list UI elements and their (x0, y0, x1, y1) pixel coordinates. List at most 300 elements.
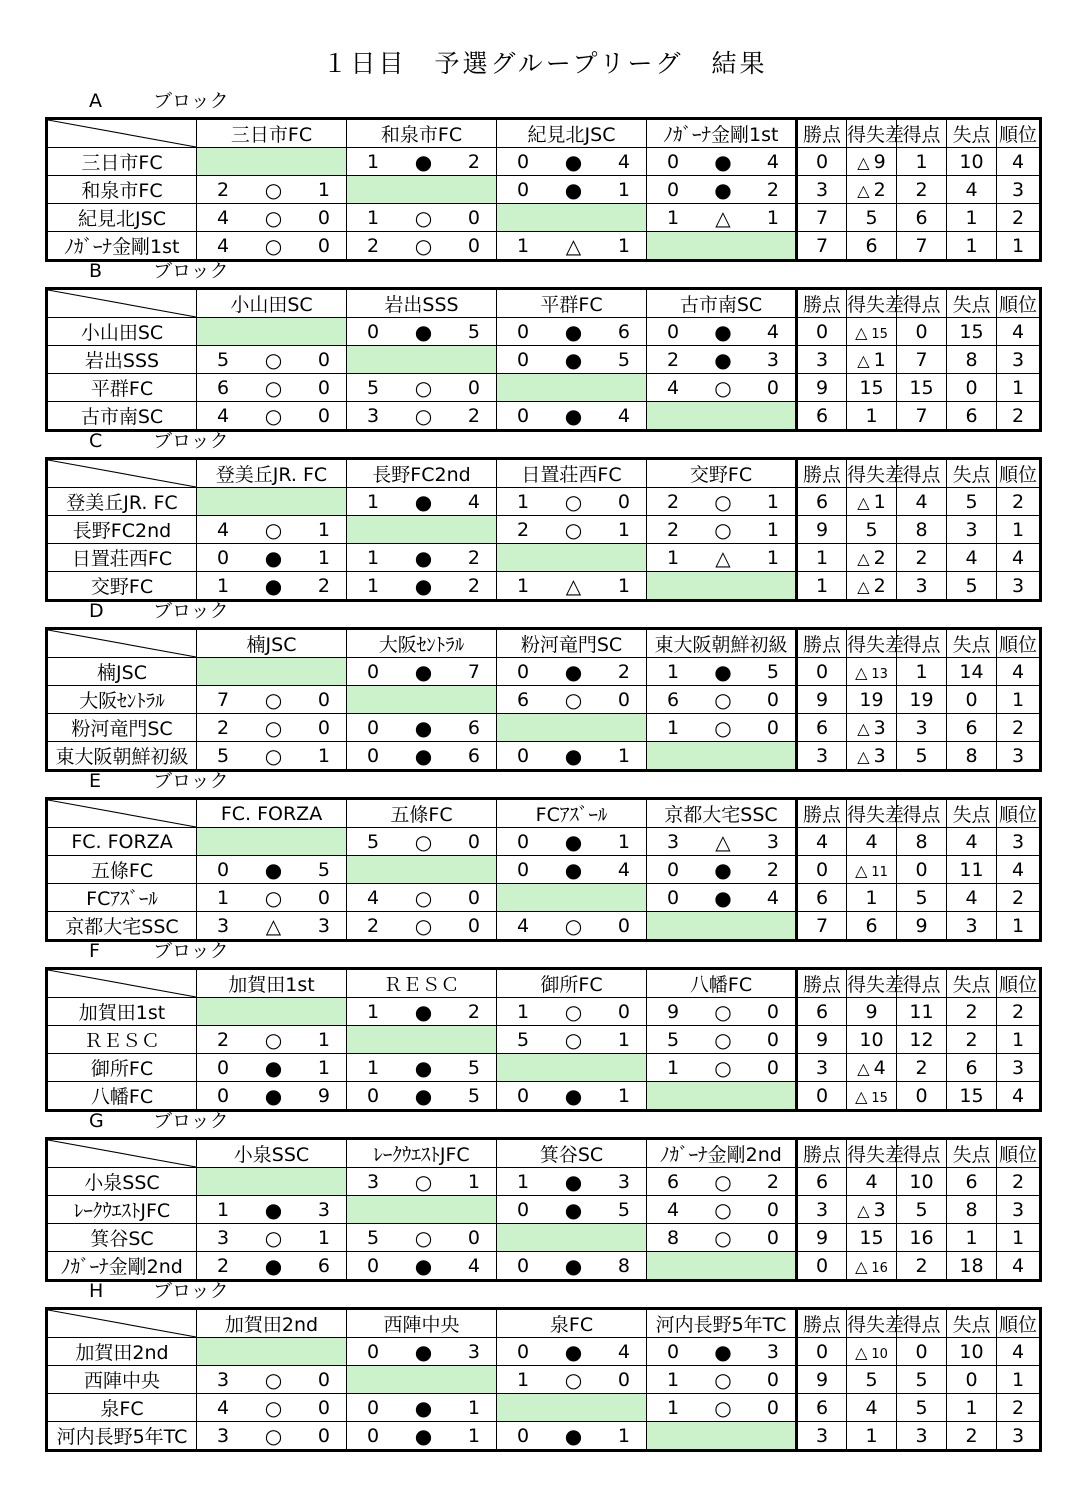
column-team-header: ＲＥＳＣ (347, 969, 497, 998)
negative-triangle: △ (855, 1256, 868, 1276)
points: 9 (797, 1026, 847, 1054)
match-score (197, 405, 346, 427)
self-match-cell (197, 828, 347, 856)
match-result-cell (647, 1168, 797, 1196)
goals-scored: 5 (897, 1366, 947, 1394)
self-match-cell (197, 658, 347, 686)
goals-for: 0 (667, 1340, 680, 1363)
goals-against: 0 (317, 1424, 330, 1447)
match-result-cell (497, 232, 647, 261)
diff-value: 16 (871, 1260, 888, 1276)
match-result-cell (197, 402, 347, 431)
match-score (197, 1369, 346, 1391)
match-score (197, 1057, 346, 1079)
match-result-cell (347, 1224, 497, 1252)
match-score (497, 519, 646, 541)
block-d (45, 600, 1042, 772)
goals-for: 1 (517, 1000, 530, 1023)
corner-cell (47, 969, 197, 998)
column-team-header: FC. FORZA (197, 799, 347, 828)
goals-scored: 12 (897, 1026, 947, 1054)
goals-for: 0 (667, 150, 680, 173)
goals-for: 0 (667, 178, 680, 201)
goals-scored: 0 (897, 318, 947, 346)
match-score (647, 887, 795, 909)
goals-for: 4 (667, 1198, 680, 1221)
goals-for: 1 (217, 574, 230, 597)
match-score (347, 887, 496, 909)
goals-against: 0 (766, 1198, 779, 1221)
column-team-header: 東大阪朝鮮初級 (647, 629, 797, 658)
match-score (647, 1199, 795, 1221)
stat-header: 得失差 (847, 459, 897, 488)
negative-triangle: △ (855, 662, 868, 682)
match-result-cell (347, 884, 497, 912)
goals-for: 1 (667, 660, 680, 683)
match-score (497, 1171, 646, 1193)
result-mark: ● (564, 1339, 583, 1364)
goals-scored: 5 (897, 1196, 947, 1224)
column-team-header: ﾉｶﾞｰﾅ金剛2nd (647, 1139, 797, 1168)
rank: 3 (997, 346, 1041, 374)
goals-scored: 0 (897, 1082, 947, 1111)
match-result-cell (647, 1224, 797, 1252)
stat-header: 失点 (947, 119, 997, 148)
goals-scored: 3 (897, 572, 947, 601)
match-result-cell (497, 912, 647, 941)
self-match-cell (647, 1252, 797, 1281)
row-team-name: ﾚｰｸｳｴｽﾄJFC (47, 1196, 197, 1224)
goal-difference: 1 (847, 1422, 897, 1451)
goals-for: 0 (367, 1254, 380, 1277)
table-row (47, 1054, 1041, 1082)
column-team-header: ﾚｰｸｳｴｽﾄJFC (347, 1139, 497, 1168)
goals-against: 4 (617, 150, 630, 173)
match-score (497, 831, 646, 853)
match-result-cell (647, 1394, 797, 1422)
goals-for: 7 (217, 688, 230, 711)
points: 6 (797, 884, 847, 912)
row-team-name: FC. FORZA (47, 828, 197, 856)
block-e (45, 770, 1042, 942)
goals-for: 5 (667, 1028, 680, 1051)
goals-against: 2 (317, 574, 330, 597)
match-result-cell (497, 572, 647, 601)
match-score (497, 661, 646, 683)
column-team-header: 五條FC (347, 799, 497, 828)
match-score (347, 575, 496, 597)
stat-header: 勝点 (797, 629, 847, 658)
match-result-cell (497, 828, 647, 856)
column-team-header: 日置荘西FC (497, 459, 647, 488)
goals-conceded: 1 (947, 1224, 997, 1252)
column-team-header: 和泉市FC (347, 119, 497, 148)
table-row (47, 714, 1041, 742)
match-result-cell (647, 1054, 797, 1082)
goals-for: 0 (367, 1340, 380, 1363)
result-mark: ○ (264, 517, 283, 542)
table-row (47, 1366, 1041, 1394)
match-score (347, 1255, 496, 1277)
match-result-cell (497, 1252, 647, 1281)
goals-against: 6 (467, 716, 480, 739)
self-match-cell (647, 912, 797, 941)
match-score (197, 575, 346, 597)
goals-against: 2 (766, 178, 779, 201)
goals-scored: 11 (897, 998, 947, 1026)
match-score (497, 1425, 646, 1447)
goals-for: 0 (667, 886, 680, 909)
goals-conceded: 5 (947, 488, 997, 516)
match-score (197, 1029, 346, 1051)
block-label (89, 1279, 229, 1303)
column-team-header: 古市南SC (647, 289, 797, 318)
match-result-cell (647, 516, 797, 544)
block-label (89, 429, 229, 453)
match-result-cell (347, 1394, 497, 1422)
goals-for: 2 (517, 518, 530, 541)
goals-for: 0 (517, 1254, 530, 1277)
match-result-cell (497, 346, 647, 374)
goals-for: 2 (217, 178, 230, 201)
goals-conceded: 8 (947, 742, 997, 771)
goals-against: 1 (317, 1028, 330, 1051)
match-score (347, 1227, 496, 1249)
self-match-cell (197, 148, 347, 176)
match-score (497, 235, 646, 257)
column-team-header: 京都大宅SSC (647, 799, 797, 828)
goal-difference: 1 (847, 884, 897, 912)
rank: 1 (997, 232, 1041, 261)
table-row (47, 544, 1041, 572)
match-score (197, 1085, 346, 1107)
goal-difference: 1 (847, 402, 897, 431)
goals-for: 6 (217, 376, 230, 399)
rank: 2 (997, 1168, 1041, 1196)
match-result-cell (197, 1394, 347, 1422)
match-result-cell (347, 714, 497, 742)
goals-for: 5 (367, 830, 380, 853)
goals-against: 2 (766, 858, 779, 881)
points: 3 (797, 1054, 847, 1082)
match-score (647, 377, 795, 399)
self-match-cell (497, 1224, 647, 1252)
table-row (47, 742, 1041, 771)
match-score (347, 717, 496, 739)
match-result-cell (197, 232, 347, 261)
match-result-cell (647, 686, 797, 714)
rank: 4 (997, 544, 1041, 572)
stat-header: 勝点 (797, 289, 847, 318)
points: 0 (797, 1338, 847, 1366)
goals-for: 3 (217, 914, 230, 937)
match-score (647, 491, 795, 513)
row-team-name: 八幡FC (47, 1082, 197, 1111)
match-result-cell (197, 346, 347, 374)
stat-header: 得点 (897, 289, 947, 318)
match-result-cell (497, 1366, 647, 1394)
goals-conceded: 4 (947, 176, 997, 204)
goals-conceded: 8 (947, 1196, 997, 1224)
row-team-name: 小泉SSC (47, 1168, 197, 1196)
match-result-cell (497, 176, 647, 204)
goals-for: 0 (217, 1056, 230, 1079)
result-mark: ○ (714, 999, 732, 1024)
column-team-header: 岩出SSS (347, 289, 497, 318)
goals-against: 5 (467, 320, 480, 343)
diff-value: 1 (873, 348, 886, 371)
goals-against: 6 (467, 744, 480, 767)
result-mark: ○ (414, 205, 433, 230)
goals-for: 0 (517, 830, 530, 853)
result-mark: ○ (564, 687, 583, 712)
goals-against: 1 (617, 234, 630, 257)
goals-for: 0 (517, 744, 530, 767)
row-team-name: 古市南SC (47, 402, 197, 431)
goals-against: 0 (317, 1368, 330, 1391)
goals-against: 5 (467, 1084, 480, 1107)
goals-against: 3 (766, 1340, 779, 1363)
table-row (47, 232, 1041, 261)
goals-conceded: 10 (947, 1338, 997, 1366)
goal-difference (847, 856, 897, 884)
match-result-cell (197, 176, 347, 204)
result-mark: ○ (264, 205, 283, 230)
result-mark: ● (414, 715, 433, 740)
result-mark: ● (414, 545, 433, 570)
goals-against: 3 (467, 1340, 480, 1363)
self-match-cell (647, 1082, 797, 1111)
goals-for: 0 (517, 1084, 530, 1107)
goal-difference: 15 (847, 374, 897, 402)
result-mark: ● (414, 489, 433, 514)
points: 9 (797, 516, 847, 544)
table-row (47, 1338, 1041, 1366)
match-score (497, 1029, 646, 1051)
goals-scored: 7 (897, 402, 947, 431)
match-result-cell (497, 998, 647, 1026)
goals-scored: 3 (897, 1422, 947, 1451)
diff-value: 3 (873, 716, 886, 739)
goals-against: 3 (317, 914, 330, 937)
goals-scored: 0 (897, 856, 947, 884)
match-result-cell (347, 1252, 497, 1281)
match-score (347, 151, 496, 173)
match-score (647, 1341, 795, 1363)
match-score (347, 831, 496, 853)
stat-header: 勝点 (797, 1139, 847, 1168)
goals-conceded: 4 (947, 828, 997, 856)
row-team-name: 河内長野5年TC (47, 1422, 197, 1451)
match-score (647, 859, 795, 881)
result-table (45, 1307, 1042, 1452)
table-row (47, 1422, 1041, 1451)
result-mark: ● (564, 829, 583, 854)
points: 6 (797, 1394, 847, 1422)
match-result-cell (347, 998, 497, 1026)
goals-against: 0 (317, 1396, 330, 1419)
row-team-name: 泉FC (47, 1394, 197, 1422)
stat-header: 勝点 (797, 119, 847, 148)
result-mark: ○ (414, 1169, 433, 1194)
result-mark: ● (264, 545, 283, 570)
stat-header: 失点 (947, 799, 997, 828)
match-score (497, 745, 646, 767)
result-mark: ● (414, 1055, 433, 1080)
block-h (45, 1280, 1042, 1452)
row-team-name: 京都大宅SSC (47, 912, 197, 941)
match-result-cell (197, 572, 347, 601)
match-score (647, 1397, 795, 1419)
result-mark: ● (714, 1339, 732, 1364)
match-result-cell (647, 374, 797, 402)
diff-value: 9 (873, 150, 886, 173)
stat-header: 勝点 (797, 459, 847, 488)
points: 9 (797, 374, 847, 402)
row-team-name: 箕谷SC (47, 1224, 197, 1252)
match-result-cell (497, 1168, 647, 1196)
table-row (47, 204, 1041, 232)
goal-difference (847, 572, 897, 601)
result-mark: ● (414, 319, 433, 344)
match-result-cell (497, 488, 647, 516)
match-result-cell (647, 998, 797, 1026)
header-row (47, 1309, 1041, 1338)
match-score (347, 1085, 496, 1107)
match-result-cell (497, 1196, 647, 1224)
goals-for: 0 (217, 858, 230, 881)
match-result-cell (497, 742, 647, 771)
match-result-cell (647, 856, 797, 884)
result-mark: ● (264, 1055, 283, 1080)
self-match-cell (497, 544, 647, 572)
table-row (47, 686, 1041, 714)
goals-against: 9 (317, 1084, 330, 1107)
goals-against: 3 (766, 830, 779, 853)
match-result-cell (347, 1338, 497, 1366)
result-mark: ○ (414, 913, 433, 938)
goals-against: 0 (467, 376, 480, 399)
match-result-cell (497, 1026, 647, 1054)
goals-conceded: 1 (947, 1394, 997, 1422)
result-mark: ● (714, 885, 732, 910)
block-word: ブロック (153, 1110, 229, 1132)
match-result-cell (197, 544, 347, 572)
column-team-header: 大阪ｾﾝﾄﾗﾙ (347, 629, 497, 658)
self-match-cell (347, 686, 497, 714)
column-team-header: 長野FC2nd (347, 459, 497, 488)
self-match-cell (647, 232, 797, 261)
match-result-cell (497, 856, 647, 884)
negative-triangle: △ (855, 1342, 868, 1362)
result-mark: ● (264, 1083, 283, 1108)
match-score (647, 321, 795, 343)
diff-value: 3 (873, 1198, 886, 1221)
match-score (497, 1255, 646, 1277)
negative-triangle: △ (857, 180, 870, 200)
goals-against: 4 (467, 490, 480, 513)
match-result-cell (197, 1422, 347, 1451)
header-row (47, 629, 1041, 658)
table-row (47, 828, 1041, 856)
table-row (47, 1082, 1041, 1111)
goals-scored: 4 (897, 488, 947, 516)
goals-scored: 5 (897, 1394, 947, 1422)
rank: 4 (997, 856, 1041, 884)
stat-header: 得失差 (847, 119, 897, 148)
block-letter: G (89, 1110, 104, 1132)
match-result-cell (347, 912, 497, 941)
goals-scored: 1 (897, 148, 947, 176)
goals-against: 6 (317, 1254, 330, 1277)
goals-for: 5 (367, 1226, 380, 1249)
goals-against: 2 (467, 404, 480, 427)
match-result-cell (347, 828, 497, 856)
goal-difference: 19 (847, 686, 897, 714)
match-result-cell (647, 176, 797, 204)
column-team-header: ﾉｶﾞｰﾅ金剛1st (647, 119, 797, 148)
self-match-cell (647, 742, 797, 771)
goals-against: 5 (317, 858, 330, 881)
goals-for: 0 (217, 546, 230, 569)
stat-header: 得点 (897, 459, 947, 488)
result-mark: ○ (564, 517, 583, 542)
match-score (197, 1227, 346, 1249)
match-score (197, 745, 346, 767)
block-letter: H (89, 1280, 104, 1302)
goals-conceded: 15 (947, 318, 997, 346)
row-team-name: 東大阪朝鮮初級 (47, 742, 197, 771)
result-table (45, 967, 1042, 1112)
goals-against: 0 (467, 1226, 480, 1249)
result-mark: ○ (414, 233, 433, 258)
points: 0 (797, 1252, 847, 1281)
self-match-cell (497, 204, 647, 232)
self-match-cell (197, 998, 347, 1026)
goals-conceded: 4 (947, 884, 997, 912)
match-result-cell (497, 1082, 647, 1111)
result-mark: ○ (414, 829, 433, 854)
goal-difference: 5 (847, 516, 897, 544)
goals-for: 2 (217, 1254, 230, 1277)
goals-for: 1 (367, 1000, 380, 1023)
match-result-cell (197, 1054, 347, 1082)
rank: 3 (997, 572, 1041, 601)
match-score (497, 1199, 646, 1221)
result-mark: ● (414, 1083, 433, 1108)
header-row (47, 459, 1041, 488)
match-result-cell (197, 1082, 347, 1111)
goals-scored: 15 (897, 374, 947, 402)
negative-triangle: △ (857, 1200, 870, 1220)
result-mark: ● (564, 177, 583, 202)
stat-header: 得点 (897, 1309, 947, 1338)
corner-cell (47, 459, 197, 488)
match-score (347, 1397, 496, 1419)
match-result-cell (197, 1026, 347, 1054)
goal-difference: 5 (847, 204, 897, 232)
goals-against: 4 (467, 1254, 480, 1277)
goals-for: 0 (367, 1424, 380, 1447)
goals-for: 1 (517, 1368, 530, 1391)
result-table (45, 797, 1042, 942)
match-result-cell (347, 374, 497, 402)
corner-cell (47, 119, 197, 148)
self-match-cell (497, 374, 647, 402)
stat-header: 得失差 (847, 799, 897, 828)
goal-difference: 6 (847, 232, 897, 261)
result-mark: ● (564, 149, 583, 174)
